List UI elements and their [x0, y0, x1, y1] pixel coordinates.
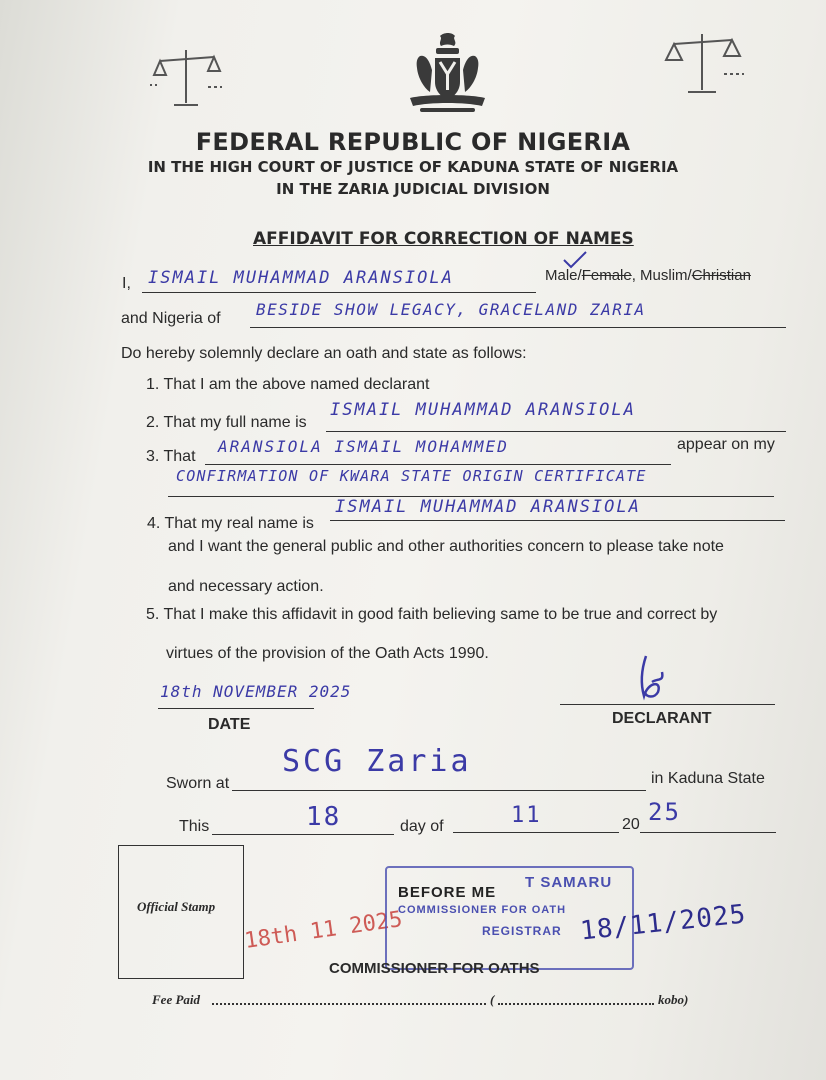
- date-underline: [158, 708, 314, 709]
- day-of-label: day of: [400, 818, 444, 835]
- year-handwritten: 25: [648, 798, 681, 826]
- stamp-date-handwritten: 18/11/2025: [578, 899, 748, 947]
- coat-of-arms-icon: [400, 32, 495, 117]
- date-label: DATE: [208, 716, 251, 733]
- name-underline: [142, 292, 536, 293]
- before-me-text: BEFORE ME: [398, 884, 497, 901]
- declare-statement: Do hereby solemnly declare an oath and state as follows:: [121, 345, 527, 362]
- stamp-registrar-text: REGISTRAR: [482, 924, 562, 938]
- stamp-commissioner-text: COMMISSIONER FOR OATH: [398, 904, 567, 916]
- sworn-place-underline: [232, 790, 646, 791]
- item-2-prefix: 2. That my full name is: [146, 414, 307, 431]
- item-5-line-1: 5. That I make this affidavit in good faith believing same to be true and correct by: [146, 606, 718, 623]
- declarant-name-handwritten: ISMAIL MUHAMMAD ARANSIOLA: [148, 268, 454, 288]
- male-option: Male/: [545, 267, 582, 284]
- full-name-underline: [326, 431, 786, 432]
- item-4-line-2: and I want the general public and other authorities concern to please take note: [168, 538, 724, 555]
- in-kaduna-state: in Kaduna State: [651, 770, 765, 787]
- official-stamp-label: Official Stamp: [137, 899, 216, 914]
- stamp-location-text: T SAMARU: [525, 874, 613, 891]
- sworn-place-handwritten: SCG Zaria: [282, 744, 472, 779]
- affidavit-heading: AFFIDAVIT FOR CORRECTION OF NAMES: [253, 229, 634, 249]
- wrong-name-underline: [205, 464, 671, 465]
- day-underline: [212, 834, 394, 835]
- item-5-line-2: virtues of the provision of the Oath Acts 1990.: [166, 645, 489, 662]
- item-4-line-3: and necessary action.: [168, 578, 324, 595]
- real-name-handwritten: ISMAIL MUHAMMAD ARANSIOLA: [335, 497, 641, 517]
- item-4-prefix: 4. That my real name is: [147, 515, 314, 532]
- red-handwritten-date: 18th 11 2025: [243, 907, 404, 954]
- item-3-prefix: 3. That: [146, 448, 196, 465]
- month-underline: [453, 832, 619, 833]
- address-underline: [250, 327, 786, 328]
- sworn-at-label: Sworn at: [166, 775, 230, 792]
- day-handwritten: 18: [306, 802, 342, 832]
- scales-of-justice-icon: [660, 30, 745, 98]
- fee-kobo-label: kobo): [658, 992, 689, 1007]
- christian-option: Christian: [691, 267, 751, 284]
- this-label: This: [179, 818, 210, 835]
- muslim-option: , Muslim/: [631, 267, 692, 284]
- address-handwritten: BESIDE SHOW LEGACY, GRACELAND ZARIA: [256, 300, 646, 319]
- female-option: Female: [581, 267, 632, 284]
- fee-label: Fee Paid: [152, 992, 201, 1007]
- intro-prefix: I,: [122, 275, 131, 292]
- judicial-division: IN THE ZARIA JUDICIAL DIVISION: [276, 180, 550, 198]
- full-name-handwritten: ISMAIL MUHAMMAD ARANSIOLA: [330, 400, 636, 420]
- declarant-underline: [560, 704, 775, 705]
- commissioner-for-oaths-label: COMMISSIONER FOR OATHS: [329, 960, 540, 977]
- declarant-label: DECLARANT: [612, 710, 712, 727]
- document-handwritten: CONFIRMATION OF KWARA STATE ORIGIN CERTIFICATE: [176, 467, 647, 485]
- item-3-suffix: appear on my: [677, 436, 775, 453]
- fee-kobo-dots: [498, 1003, 654, 1005]
- scales-of-justice-icon: [148, 45, 228, 110]
- and-nigeria-of: and Nigeria of: [121, 310, 221, 327]
- month-handwritten: 11: [511, 803, 542, 828]
- wrong-name-handwritten: ARANSIOLA ISMAIL MOHAMMED: [218, 437, 509, 456]
- document-title: FEDERAL REPUBLIC OF NIGERIA: [195, 128, 631, 156]
- checkmark-icon: [562, 250, 588, 270]
- date-handwritten: 18th NOVEMBER 2025: [160, 682, 352, 701]
- real-name-underline: [330, 520, 785, 521]
- year-prefix: 20: [622, 816, 640, 833]
- year-underline: [640, 832, 776, 833]
- court-name: IN THE HIGH COURT OF JUSTICE OF KADUNA STATE OF NIGERIA: [147, 158, 679, 176]
- fee-open-paren: (: [490, 992, 495, 1007]
- declarant-signature-icon: [628, 652, 678, 704]
- item-1: 1. That I am the above named declarant: [146, 376, 430, 393]
- fee-naira-dots: [212, 1003, 486, 1005]
